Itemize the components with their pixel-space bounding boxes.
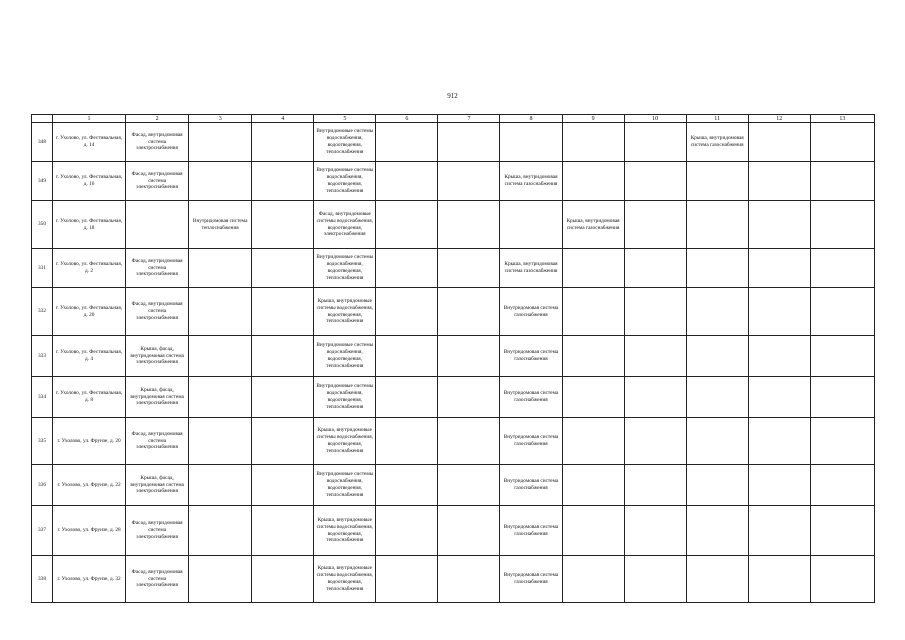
work-cell <box>624 249 686 288</box>
work-cell <box>252 506 314 556</box>
address-cell: г. Ухолово, ул. Фрунзе, д. 32 <box>53 556 126 603</box>
work-cell <box>438 556 500 603</box>
work-cell <box>748 249 810 288</box>
work-cell <box>500 123 562 162</box>
work-cell <box>810 377 874 418</box>
work-cell <box>500 201 562 249</box>
address-cell: г. Ухолово, ул. Фестивальная, д. 14 <box>53 123 126 162</box>
work-cell <box>252 336 314 377</box>
header-cell: 11 <box>686 115 748 123</box>
work-cell <box>438 162 500 201</box>
work-cell <box>562 418 624 465</box>
work-cell <box>189 288 252 336</box>
row-number-cell: 332 <box>32 288 53 336</box>
work-cell <box>562 249 624 288</box>
table-row <box>32 465 875 506</box>
work-cell <box>189 249 252 288</box>
work-cell: Крыша, внутридомовая система газоснабжения <box>500 249 562 288</box>
work-cell: Крыша, внутридомовые системы водоснабжения, водоотведения, теплоснабжения <box>314 288 376 336</box>
table-row <box>32 418 875 465</box>
header-cell: 1 <box>53 115 126 123</box>
page-number: 912 <box>447 92 458 100</box>
work-cell <box>562 123 624 162</box>
work-cell: Фасад, внутридомовая система электроснабжения <box>126 162 189 201</box>
work-cell <box>562 465 624 506</box>
work-cell: Фасад, внутридомовая система электроснабжения <box>126 288 189 336</box>
work-cell <box>438 377 500 418</box>
work-cell <box>438 506 500 556</box>
work-cell <box>562 288 624 336</box>
work-cell <box>686 201 748 249</box>
table-row <box>32 556 875 603</box>
work-cell <box>189 162 252 201</box>
table-row <box>32 162 875 201</box>
work-cell <box>810 418 874 465</box>
work-cell <box>624 288 686 336</box>
work-cell <box>686 377 748 418</box>
header-cell: 12 <box>748 115 810 123</box>
work-cell: Фасад, внутридомовая система электроснабжения <box>126 556 189 603</box>
work-cell: Внутридомовая система газоснабжения <box>500 418 562 465</box>
work-cell <box>252 249 314 288</box>
work-cell <box>376 249 438 288</box>
work-cell <box>376 506 438 556</box>
work-cell <box>686 162 748 201</box>
work-cell <box>376 162 438 201</box>
row-number-cell: 336 <box>32 465 53 506</box>
header-cell: 4 <box>252 115 314 123</box>
work-cell <box>624 418 686 465</box>
address-cell: г. Ухолово, ул. Фестивальная, д. 2 <box>53 249 126 288</box>
work-cell: Внутридомовая система газоснабжения <box>500 288 562 336</box>
work-cell <box>189 123 252 162</box>
work-cell <box>252 123 314 162</box>
work-cell <box>252 162 314 201</box>
work-cell <box>686 556 748 603</box>
work-cell: Внутридомовые системы водоснабжения, водоотведения, теплоснабжения <box>314 465 376 506</box>
work-cell <box>686 418 748 465</box>
work-cell <box>189 336 252 377</box>
work-cell <box>624 556 686 603</box>
work-cell <box>438 201 500 249</box>
work-cell <box>438 123 500 162</box>
row-number-cell: 348 <box>32 123 53 162</box>
work-cell: Фасад, внутридомовая система электроснабжения <box>126 506 189 556</box>
row-number-cell: 333 <box>32 336 53 377</box>
work-cell <box>252 201 314 249</box>
work-cell: Крыша, фасад, внутридомовая система электроснабжения <box>126 336 189 377</box>
work-cell: Внутридомовая система газоснабжения <box>500 506 562 556</box>
address-cell: г. Ухолово, ул. Фестивальная, д. 18 <box>53 201 126 249</box>
work-cell <box>686 465 748 506</box>
work-cell: Фасад, внутридомовая система электроснабжения <box>126 249 189 288</box>
header-cell: 5 <box>314 115 376 123</box>
address-cell: г. Ухолово, ул. Фестивальная, д. 8 <box>53 377 126 418</box>
work-cell <box>252 465 314 506</box>
work-cell <box>686 249 748 288</box>
work-cell <box>748 336 810 377</box>
work-cell <box>748 162 810 201</box>
work-cell <box>748 556 810 603</box>
work-cell <box>562 377 624 418</box>
work-cell: Крыша, фасад, внутридомовая система электроснабжения <box>126 465 189 506</box>
work-cell <box>810 201 874 249</box>
work-cell <box>376 336 438 377</box>
work-cell <box>562 162 624 201</box>
work-cell <box>810 123 874 162</box>
header-cell: 9 <box>562 115 624 123</box>
address-cell: г. Ухолово, ул. Фрунзе, д. 22 <box>53 465 126 506</box>
work-cell <box>562 336 624 377</box>
work-cell <box>189 506 252 556</box>
row-number-cell: 335 <box>32 418 53 465</box>
work-cell <box>376 465 438 506</box>
header-cell-blank <box>32 115 53 123</box>
table-row <box>32 123 875 162</box>
work-cell: Крыша, внутридомовая система газоснабжения <box>500 162 562 201</box>
work-cell <box>376 123 438 162</box>
header-row <box>32 115 875 123</box>
work-cell: Внутридомовая система газоснабжения <box>500 556 562 603</box>
work-cell: Внутридомовые системы водоснабжения, водоотведения, теплоснабжения <box>314 377 376 418</box>
work-cell <box>748 201 810 249</box>
work-cell: Крыша, внутридомовая система газоснабжения <box>686 123 748 162</box>
work-cell <box>624 377 686 418</box>
row-number-cell: 334 <box>32 377 53 418</box>
work-cell <box>376 556 438 603</box>
row-number-cell: 350 <box>32 201 53 249</box>
work-cell: Фасад, внутридомовые системы водоснабжения, водоотведения, электроснабжения <box>314 201 376 249</box>
work-cell <box>810 336 874 377</box>
work-cell: Внутридомовые системы водоснабжения, водоотведения, теплоснабжения <box>314 162 376 201</box>
work-cell <box>624 336 686 377</box>
table-row <box>32 288 875 336</box>
work-cell <box>748 418 810 465</box>
work-cell <box>189 556 252 603</box>
work-cell <box>810 465 874 506</box>
work-cell <box>748 123 810 162</box>
work-cell <box>810 162 874 201</box>
address-cell: г. Ухолово, ул. Фрунзе, д. 28 <box>53 506 126 556</box>
work-cell <box>686 336 748 377</box>
header-cell: 13 <box>810 115 874 123</box>
work-cell <box>748 506 810 556</box>
work-cell: Внутридомовые системы водоснабжения, водоотведения, теплоснабжения <box>314 249 376 288</box>
work-cell <box>748 465 810 506</box>
header-cell: 7 <box>438 115 500 123</box>
table-row <box>32 249 875 288</box>
work-cell <box>562 506 624 556</box>
header-cell: 8 <box>500 115 562 123</box>
header-cell: 3 <box>189 115 252 123</box>
header-cell: 6 <box>376 115 438 123</box>
row-number-cell: 338 <box>32 556 53 603</box>
work-cell <box>438 249 500 288</box>
work-cell: Внутридомовая система газоснабжения <box>500 377 562 418</box>
work-cell <box>748 288 810 336</box>
address-cell: г. Ухолово, ул. Фестивальная, д. 20 <box>53 288 126 336</box>
work-cell <box>189 418 252 465</box>
work-cell <box>438 418 500 465</box>
header-cell: 2 <box>126 115 189 123</box>
work-cell <box>810 288 874 336</box>
work-cell: Внутридомовая система газоснабжения <box>500 336 562 377</box>
work-cell <box>252 556 314 603</box>
table-row <box>32 336 875 377</box>
work-cell <box>624 162 686 201</box>
work-cell <box>810 556 874 603</box>
work-cell <box>438 288 500 336</box>
work-cell <box>376 377 438 418</box>
address-cell: г. Ухолово, ул. Фестивальная, д. 4 <box>53 336 126 377</box>
work-cell <box>376 288 438 336</box>
work-cell <box>189 377 252 418</box>
row-number-cell: 349 <box>32 162 53 201</box>
work-cell: Внутридомовая система газоснабжения <box>500 465 562 506</box>
work-cell <box>624 465 686 506</box>
work-cell: Фасад, внутридомовая система электроснабжения <box>126 418 189 465</box>
work-cell: Внутридомовые системы водоснабжения, водоотведения, теплоснабжения <box>314 123 376 162</box>
work-cell <box>376 201 438 249</box>
work-cell <box>376 418 438 465</box>
work-cell <box>189 465 252 506</box>
work-cell: Внутридомовые системы водоснабжения, водоотведения, теплоснабжения <box>314 336 376 377</box>
work-cell: Крыша, внутридомовые системы водоснабжения, водоотведения, теплоснабжения <box>314 506 376 556</box>
work-cell <box>686 288 748 336</box>
work-cell: Фасад, внутридомовая система электроснабжения <box>126 123 189 162</box>
repair-schedule-table <box>31 114 875 603</box>
work-cell <box>810 506 874 556</box>
work-cell: Внутридомовая система теплоснабжения <box>189 201 252 249</box>
work-cell <box>126 201 189 249</box>
work-cell <box>562 556 624 603</box>
work-cell: Крыша, внутридомовые системы водоснабжения, водоотведения, теплоснабжения <box>314 418 376 465</box>
header-cell: 10 <box>624 115 686 123</box>
work-cell <box>624 123 686 162</box>
address-cell: г. Ухолово, ул. Фрунзе, д. 20 <box>53 418 126 465</box>
address-cell: г. Ухолово, ул. Фестивальная, д. 16 <box>53 162 126 201</box>
table-row <box>32 506 875 556</box>
work-cell <box>686 506 748 556</box>
work-cell <box>624 201 686 249</box>
work-cell <box>624 506 686 556</box>
work-cell <box>810 249 874 288</box>
work-cell <box>252 288 314 336</box>
work-cell: Крыша, фасад, внутридомовая система электроснабжения <box>126 377 189 418</box>
work-cell: Крыша, внутридомовые системы водоснабжения, водоотведения, теплоснабжения <box>314 556 376 603</box>
table-row <box>32 377 875 418</box>
work-cell <box>438 465 500 506</box>
table-row <box>32 201 875 249</box>
row-number-cell: 337 <box>32 506 53 556</box>
work-cell <box>748 377 810 418</box>
work-cell <box>252 418 314 465</box>
row-number-cell: 331 <box>32 249 53 288</box>
work-cell <box>252 377 314 418</box>
work-cell <box>438 336 500 377</box>
work-cell: Крыша, внутридомовая система газоснабжения <box>562 201 624 249</box>
table-body <box>32 123 875 603</box>
